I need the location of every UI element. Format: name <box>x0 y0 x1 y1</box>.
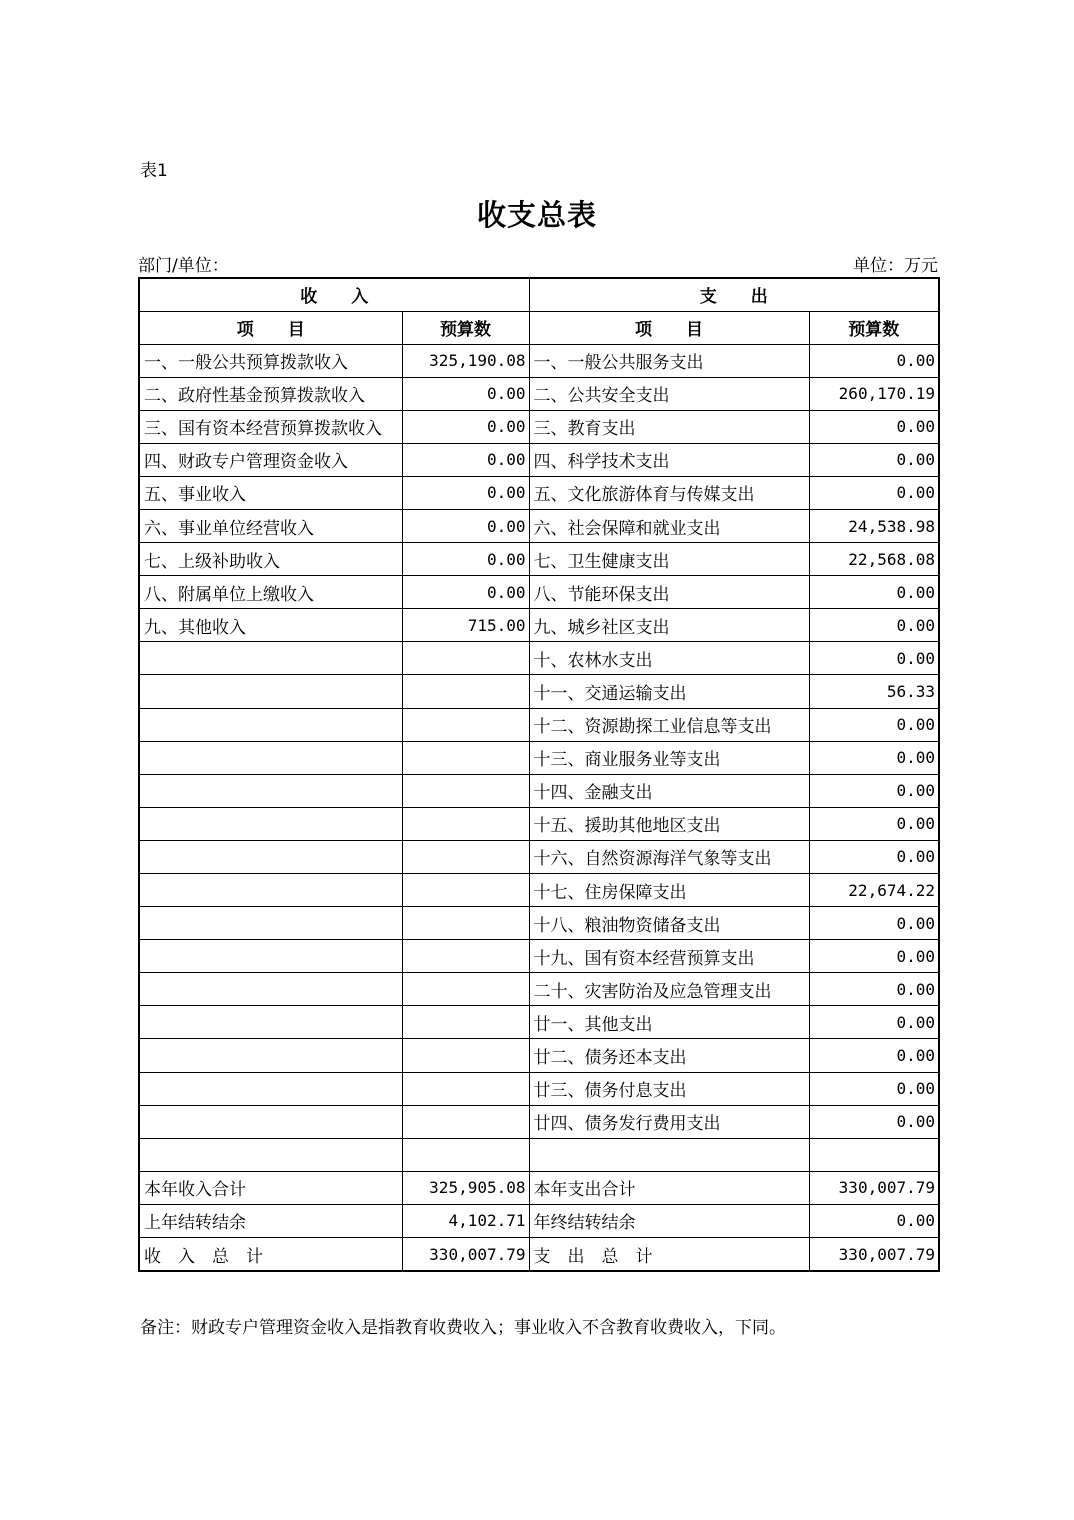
expense-item-cell: 十七、住房保障支出 <box>529 874 809 907</box>
income-item-cell <box>139 642 402 675</box>
expense-item-cell: 十八、粮油物资储备支出 <box>529 907 809 940</box>
income-value-cell <box>402 642 529 675</box>
income-value-cell: 0.00 <box>402 576 529 609</box>
income-value-cell: 4,102.71 <box>402 1204 529 1237</box>
income-item-cell <box>139 675 402 708</box>
data-row <box>139 609 939 642</box>
expense-value-cell: 0.00 <box>809 476 939 509</box>
expense-value-cell: 0.00 <box>809 840 939 873</box>
income-value-cell <box>402 940 529 973</box>
data-row <box>139 476 939 509</box>
section-header-row <box>139 278 939 311</box>
income-item-cell: 二、政府性基金预算拨款收入 <box>139 377 402 410</box>
income-item-cell: 三、国有资本经营预算拨款收入 <box>139 410 402 443</box>
income-item-cell <box>139 741 402 774</box>
expense-value-cell: 0.00 <box>809 708 939 741</box>
income-value-cell <box>402 774 529 807</box>
income-value-cell: 715.00 <box>402 609 529 642</box>
expense-value-cell: 22,568.08 <box>809 543 939 576</box>
expense-item-cell: 九、城乡社区支出 <box>529 609 809 642</box>
expense-item-cell: 支 出 总 计 <box>529 1238 809 1271</box>
data-row <box>139 741 939 774</box>
expense-item-cell: 七、卫生健康支出 <box>529 543 809 576</box>
page-title: 收支总表 <box>476 198 597 232</box>
unit-label: 单位：万元 <box>853 256 938 276</box>
data-row <box>139 1072 939 1105</box>
expense-value-cell: 0.00 <box>809 1105 939 1138</box>
summary-row <box>139 1171 939 1204</box>
income-value-cell: 325,905.08 <box>402 1171 529 1204</box>
income-value-cell: 0.00 <box>402 476 529 509</box>
expense-value-cell: 330,007.79 <box>809 1171 939 1204</box>
income-item-cell <box>139 1006 402 1039</box>
expense-item-cell: 廿一、其他支出 <box>529 1006 809 1039</box>
expense-item-cell: 十五、援助其他地区支出 <box>529 807 809 840</box>
expense-value-cell: 0.00 <box>809 741 939 774</box>
income-item-cell <box>139 940 402 973</box>
income-value-cell: 0.00 <box>402 543 529 576</box>
data-row <box>139 840 939 873</box>
expense-item-cell: 十一、交通运输支出 <box>529 675 809 708</box>
income-value-cell <box>402 874 529 907</box>
expense-value-cell: 0.00 <box>809 973 939 1006</box>
income-value-cell <box>402 1039 529 1072</box>
income-value-cell <box>402 840 529 873</box>
income-value-cell: 325,190.08 <box>402 344 529 377</box>
income-item-cell <box>139 907 402 940</box>
income-item-cell <box>139 1105 402 1138</box>
income-item-cell: 五、事业收入 <box>139 476 402 509</box>
meta-row <box>138 251 938 276</box>
expense-value-cell: 0.00 <box>809 774 939 807</box>
data-row <box>139 1039 939 1072</box>
data-row <box>139 576 939 609</box>
income-item-cell <box>139 1039 402 1072</box>
income-value-cell <box>402 1138 529 1171</box>
expense-item-cell: 年终结转结余 <box>529 1204 809 1237</box>
expense-item-cell: 八、节能环保支出 <box>529 576 809 609</box>
data-row <box>139 907 939 940</box>
expense-item-cell <box>529 1138 809 1171</box>
income-value-cell: 0.00 <box>402 377 529 410</box>
expense-value-cell: 0.00 <box>809 907 939 940</box>
blank-row <box>139 1138 939 1171</box>
data-row <box>139 774 939 807</box>
expense-value-cell: 22,674.22 <box>809 874 939 907</box>
income-item-cell: 九、其他收入 <box>139 609 402 642</box>
income-item-cell <box>139 774 402 807</box>
income-item-cell: 六、事业单位经营收入 <box>139 509 402 542</box>
expense-item-cell: 四、科学技术支出 <box>529 443 809 476</box>
data-row <box>139 940 939 973</box>
income-item-cell <box>139 1072 402 1105</box>
data-row <box>139 344 939 377</box>
income-item-header: 项 目 <box>139 311 402 344</box>
expense-item-cell: 六、社会保障和就业支出 <box>529 509 809 542</box>
income-value-cell <box>402 675 529 708</box>
data-row <box>139 1105 939 1138</box>
expense-value-cell: 0.00 <box>809 1204 939 1237</box>
income-item-cell <box>139 807 402 840</box>
expense-value-cell: 24,538.98 <box>809 509 939 542</box>
income-item-cell <box>139 973 402 1006</box>
income-value-cell: 0.00 <box>402 509 529 542</box>
data-row <box>139 874 939 907</box>
expense-value-cell: 0.00 <box>809 410 939 443</box>
income-item-cell: 一、一般公共预算拨款收入 <box>139 344 402 377</box>
income-value-cell <box>402 741 529 774</box>
expense-item-cell: 十九、国有资本经营预算支出 <box>529 940 809 973</box>
data-row <box>139 642 939 675</box>
data-row <box>139 543 939 576</box>
data-row <box>139 973 939 1006</box>
income-section-header: 收 入 <box>139 278 529 311</box>
table-label: 表1 <box>140 161 168 181</box>
expense-item-cell: 本年支出合计 <box>529 1171 809 1204</box>
income-item-cell: 上年结转结余 <box>139 1204 402 1237</box>
income-value-cell <box>402 1072 529 1105</box>
data-row <box>139 509 939 542</box>
expense-item-cell: 廿四、债务发行费用支出 <box>529 1105 809 1138</box>
income-item-cell: 四、财政专户管理资金收入 <box>139 443 402 476</box>
expense-item-cell: 十、农林水支出 <box>529 642 809 675</box>
data-row <box>139 1006 939 1039</box>
income-item-cell: 七、上级补助收入 <box>139 543 402 576</box>
expense-value-cell: 330,007.79 <box>809 1238 939 1271</box>
income-item-cell <box>139 874 402 907</box>
footnote: 备注：财政专户管理资金收入是指教育收费收入；事业收入不含教育收费收入，下同。 <box>140 1318 786 1338</box>
income-budget-header: 预算数 <box>402 311 529 344</box>
expense-item-cell: 二、公共安全支出 <box>529 377 809 410</box>
expense-value-cell: 0.00 <box>809 1072 939 1105</box>
expense-budget-header: 预算数 <box>809 311 939 344</box>
expense-item-cell: 十三、商业服务业等支出 <box>529 741 809 774</box>
expense-item-cell: 廿二、债务还本支出 <box>529 1039 809 1072</box>
data-row <box>139 807 939 840</box>
income-value-cell <box>402 1105 529 1138</box>
department-unit-label: 部门/单位： <box>138 256 229 276</box>
column-header-row <box>139 311 939 344</box>
expense-value-cell: 0.00 <box>809 344 939 377</box>
income-item-cell <box>139 708 402 741</box>
income-item-cell: 收 入 总 计 <box>139 1238 402 1271</box>
income-value-cell <box>402 973 529 1006</box>
expense-item-cell: 十二、资源勘探工业信息等支出 <box>529 708 809 741</box>
expense-value-cell <box>809 1138 939 1171</box>
income-value-cell <box>402 1006 529 1039</box>
budget-table-body <box>139 344 939 1271</box>
expense-value-cell: 0.00 <box>809 576 939 609</box>
expense-value-cell: 0.00 <box>809 642 939 675</box>
income-item-cell <box>139 840 402 873</box>
summary-row <box>139 1204 939 1237</box>
income-value-cell <box>402 708 529 741</box>
data-row <box>139 377 939 410</box>
expense-item-cell: 三、教育支出 <box>529 410 809 443</box>
income-value-cell: 330,007.79 <box>402 1238 529 1271</box>
expense-value-cell: 0.00 <box>809 940 939 973</box>
budget-table <box>138 277 940 1272</box>
expense-value-cell: 0.00 <box>809 1039 939 1072</box>
income-item-cell <box>139 1138 402 1171</box>
expense-item-cell: 二十、灾害防治及应急管理支出 <box>529 973 809 1006</box>
summary-row <box>139 1238 939 1271</box>
expense-item-header: 项 目 <box>529 311 809 344</box>
expense-value-cell: 0.00 <box>809 807 939 840</box>
income-value-cell <box>402 907 529 940</box>
data-row <box>139 410 939 443</box>
expense-value-cell: 56.33 <box>809 675 939 708</box>
income-item-cell: 八、附属单位上缴收入 <box>139 576 402 609</box>
expense-item-cell: 十四、金融支出 <box>529 774 809 807</box>
expense-section-header: 支 出 <box>529 278 939 311</box>
expense-item-cell: 十六、自然资源海洋气象等支出 <box>529 840 809 873</box>
expense-item-cell: 廿三、债务付息支出 <box>529 1072 809 1105</box>
data-row <box>139 675 939 708</box>
expense-item-cell: 一、一般公共服务支出 <box>529 344 809 377</box>
income-value-cell: 0.00 <box>402 443 529 476</box>
expense-item-cell: 五、文化旅游体育与传媒支出 <box>529 476 809 509</box>
income-item-cell: 本年收入合计 <box>139 1171 402 1204</box>
expense-value-cell: 260,170.19 <box>809 377 939 410</box>
expense-value-cell: 0.00 <box>809 1006 939 1039</box>
income-value-cell <box>402 807 529 840</box>
income-value-cell: 0.00 <box>402 410 529 443</box>
expense-value-cell: 0.00 <box>809 609 939 642</box>
data-row <box>139 443 939 476</box>
expense-value-cell: 0.00 <box>809 443 939 476</box>
data-row <box>139 708 939 741</box>
